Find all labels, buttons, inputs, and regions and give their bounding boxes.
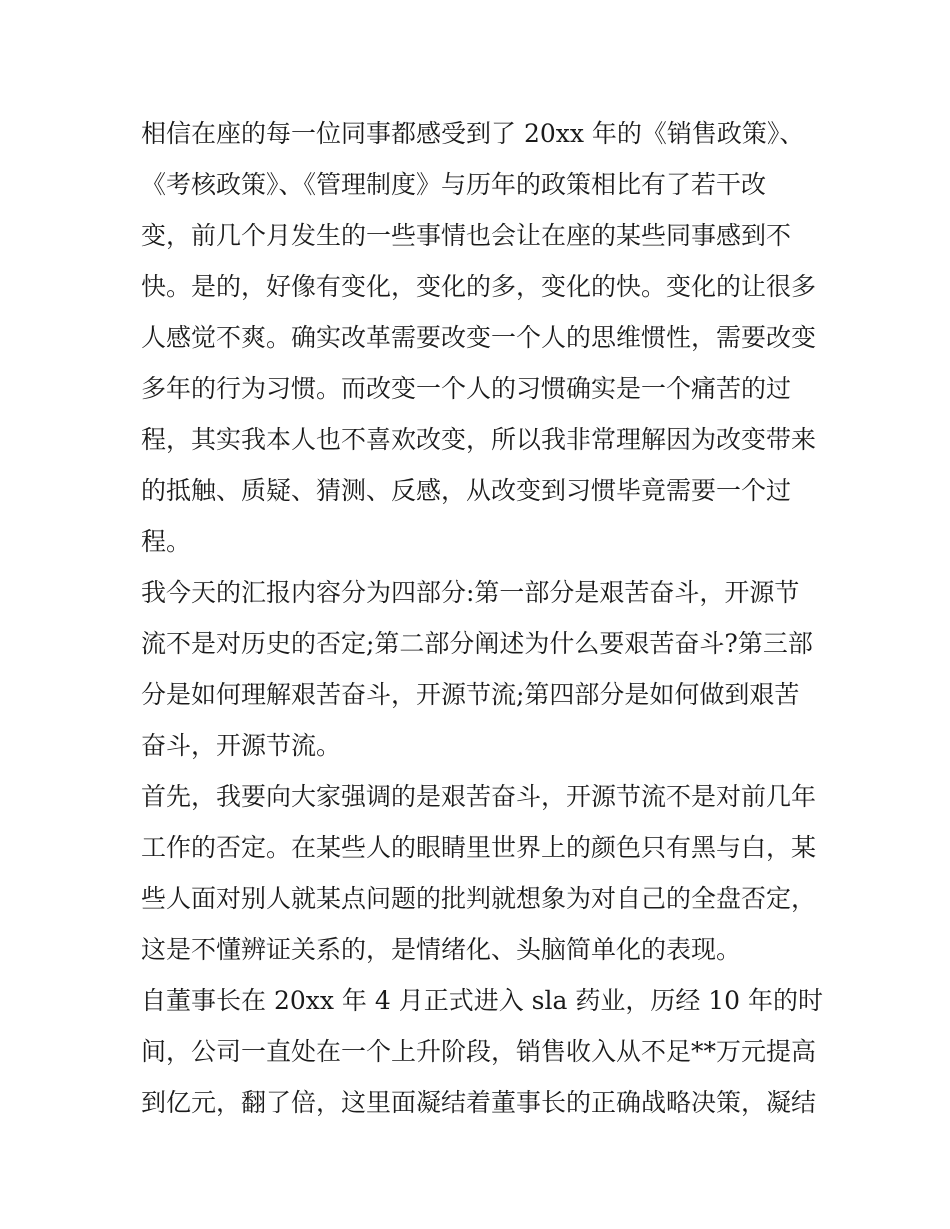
text-line: 到亿元，翻了倍，这里面凝结着董事长的正确战略决策，凝结 [141,1088,817,1117]
text-line: 奋斗，开源节流。 [141,731,342,760]
text-line: 《考核政策》、《管理制度》与历年的政策相比有了若干改 [141,170,767,199]
text-line: 程。 [141,527,192,556]
text-line: 程，其实我本人也不喜欢改变，所以我非常理解因为改变带来 [141,425,817,454]
text-line: 流不是对历史的否定;第二部分阐述为什么要艰苦奋斗?第三部 [141,629,813,658]
text-line: 的抵触、质疑、猜测、反感，从改变到习惯毕竟需要一个过 [141,476,792,505]
text-line: 首先，我要向大家强调的是艰苦奋斗，开源节流不是对前几年 [141,782,817,811]
text-line: 工作的否定。在某些人的眼睛里世界上的颜色只有黑与白，某 [141,833,817,862]
text-line: 快。是的，好像有变化，变化的多，变化的快。变化的让很多 [141,272,817,301]
text-line: 分是如何理解艰苦奋斗，开源节流;第四部分是如何做到艰苦 [141,680,800,709]
text-line: 多年的行为习惯。而改变一个人的习惯确实是一个痛苦的过 [141,374,792,403]
text-line: 这是不懂辨证关系的，是情绪化、头脑简单化的表现。 [141,935,742,964]
text-line: 我今天的汇报内容分为四部分:第一部分是艰苦奋斗，开源节 [141,578,800,607]
text-line: 人感觉不爽。确实改革需要改变一个人的思维惯性，需要改变 [141,323,817,352]
text-line: 间，公司一直处在一个上升阶段，销售收入从不足**万元提高 [141,1037,817,1066]
paragraph-company-history [141,975,831,1128]
document-body [141,108,831,1128]
text-line: 相信在座的每一位同事都感受到了 20xx 年的《销售政策》、 [141,119,805,148]
text-line: 变，前几个月发生的一些事情也会让在座的某些同事感到不 [141,221,792,250]
text-line: 些人面对别人就某点问题的批判就想象为对自己的全盘否定， [141,884,817,913]
paragraph-policy-changes [141,108,831,567]
text-line: 自董事长在 20xx 年 4 月正式进入 sla 药业，历经 10 年的时 [141,986,824,1015]
paragraph-report-outline [141,567,831,771]
paragraph-first-point [141,771,831,975]
